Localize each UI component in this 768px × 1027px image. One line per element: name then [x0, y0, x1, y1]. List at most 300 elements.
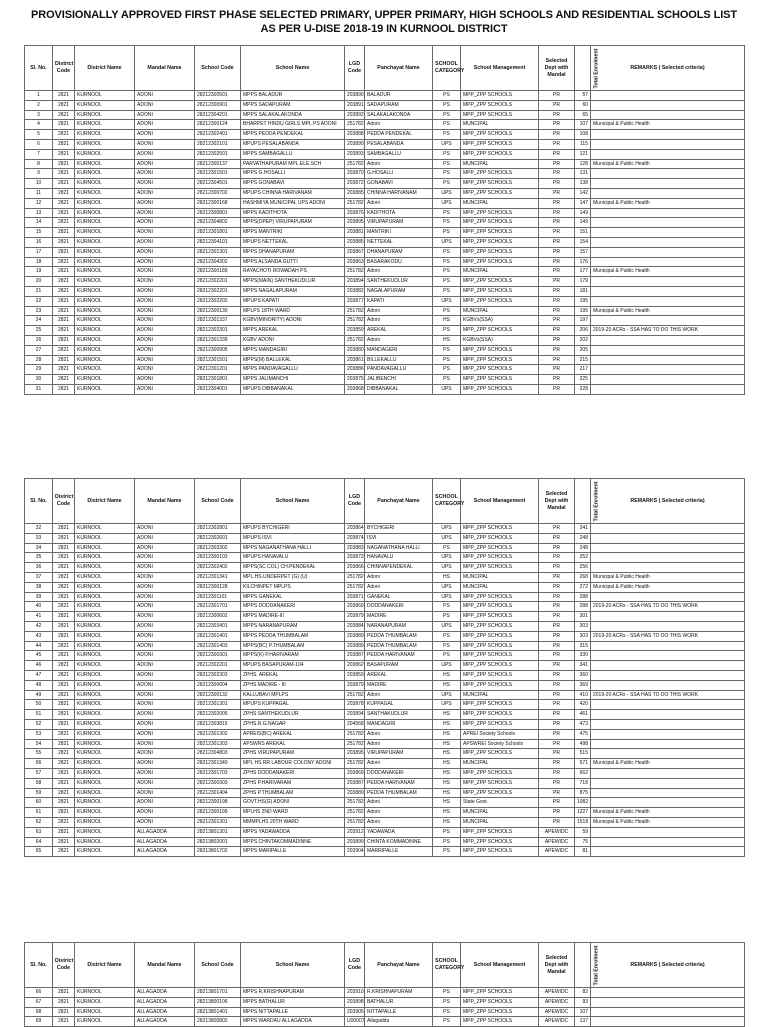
cell-total-enrolment: 288	[575, 592, 591, 602]
cell-district-name: KURNOOL	[75, 988, 135, 998]
cell-remarks	[591, 739, 745, 749]
cell-panchayat-name: CHINNAPENDEKAL	[365, 563, 433, 573]
school-list-table-2	[24, 478, 744, 857]
cell-mandal-name: ADONI	[135, 296, 195, 306]
cell-panchayat-name: DODDANAKERI	[365, 768, 433, 778]
cell-remarks	[591, 827, 745, 837]
cell-lgd-code: 203877	[345, 296, 365, 306]
cell-district-code: 2821	[53, 553, 75, 563]
cell-school-code: 28212301403	[195, 641, 241, 651]
cell-school-category: PS	[433, 247, 461, 257]
cell-school-name: MPPS AREKAL	[241, 326, 345, 336]
cell-panchayat-name: PEDDA THUMBALAM	[365, 641, 433, 651]
cell-sl-no: 6	[25, 139, 53, 149]
cell-district-code: 2821	[53, 91, 75, 101]
cell-district-code: 2821	[53, 759, 75, 769]
cell-district-name: KURNOOL	[75, 997, 135, 1007]
cell-remarks	[591, 768, 745, 778]
cell-selected-dept: PR	[539, 563, 575, 573]
cell-total-enrolment: 288	[575, 602, 591, 612]
cell-sl-no: 42	[25, 621, 53, 631]
cell-school-management: APSWREI Society Schools	[461, 739, 539, 749]
cell-school-code: 28212300130	[195, 306, 241, 316]
cell-selected-dept: PR	[539, 139, 575, 149]
cell-school-code: 28212301301	[195, 700, 241, 710]
table-row	[25, 335, 745, 345]
cell-district-code: 2821	[53, 631, 75, 641]
cell-total-enrolment: 217	[575, 365, 591, 375]
cell-district-name: KURNOOL	[75, 543, 135, 553]
cell-mandal-name: ADONI	[135, 592, 195, 602]
cell-school-management: KGBVs(SSA)	[461, 335, 539, 345]
cell-lgd-code: 203862	[345, 661, 365, 671]
cell-school-category: PS	[433, 130, 461, 140]
cell-school-code: 28213801701	[195, 988, 241, 998]
cell-selected-dept: PR	[539, 808, 575, 818]
cell-school-management: MUNCIPAL	[461, 267, 539, 277]
cell-mandal-name: ADONI	[135, 612, 195, 622]
cell-school-management: MPP_ZPP SCHOOLS	[461, 710, 539, 720]
table-row	[25, 139, 745, 149]
cell-panchayat-name: PEDDA PENDEKAL	[365, 130, 433, 140]
cell-school-code: 28212301701	[195, 602, 241, 612]
cell-mandal-name: ADONI	[135, 788, 195, 798]
cell-panchayat-name: MANTRIKI	[365, 228, 433, 238]
cell-school-code: 28212302301	[195, 326, 241, 336]
table-row	[25, 997, 745, 1007]
cell-school-management: MPP_ZPP SCHOOLS	[461, 257, 539, 267]
cell-remarks: Municipal & Public Health	[591, 572, 745, 582]
cell-selected-dept: PR	[539, 365, 575, 375]
cell-panchayat-name: R.KRISHNAPURAM	[365, 988, 433, 998]
cell-selected-dept: PR	[539, 710, 575, 720]
cell-lgd-code: 203869	[345, 602, 365, 612]
cell-lgd-code: 203869	[345, 768, 365, 778]
cell-school-name: KGBV(MINORITY) ADONI	[241, 316, 345, 326]
cell-school-name: MPPS(DPEP) VIRUPAPURAM	[241, 218, 345, 228]
cell-total-enrolment: 206	[575, 326, 591, 336]
cell-sl-no: 54	[25, 739, 53, 749]
cell-sl-no: 48	[25, 680, 53, 690]
cell-sl-no: 55	[25, 749, 53, 759]
cell-school-management: MPP_ZPP SCHOOLS	[461, 208, 539, 218]
cell-selected-dept: PR	[539, 296, 575, 306]
cell-school-category: HS	[433, 768, 461, 778]
cell-mandal-name: ADONI	[135, 179, 195, 189]
cell-remarks	[591, 670, 745, 680]
table-row	[25, 277, 745, 287]
cell-district-code: 2821	[53, 827, 75, 837]
cell-lgd-code: 203864	[345, 524, 365, 534]
column-header-school-name: School Name	[241, 479, 345, 524]
cell-selected-dept: PR	[539, 247, 575, 257]
cell-school-management: MUNCIPAL	[461, 817, 539, 827]
cell-school-name: ZPHS P.THUMBALAM	[241, 788, 345, 798]
cell-selected-dept: APEWIDC	[539, 988, 575, 998]
cell-school-category: UPS	[433, 690, 461, 700]
cell-school-category: PS	[433, 257, 461, 267]
cell-remarks	[591, 91, 745, 101]
column-header-school-code: School Code	[195, 46, 241, 91]
cell-lgd-code: 203895	[345, 218, 365, 228]
cell-district-code: 2821	[53, 988, 75, 998]
cell-district-name: KURNOOL	[75, 316, 135, 326]
cell-lgd-code: 203887	[345, 778, 365, 788]
cell-school-category: UPS	[433, 384, 461, 394]
cell-school-code: 28212301301	[195, 817, 241, 827]
table-row	[25, 326, 745, 336]
cell-school-code: 28212300103	[195, 553, 241, 563]
cell-selected-dept: PR	[539, 700, 575, 710]
cell-lgd-code: 203866	[345, 563, 365, 573]
cell-school-code: 28212302201	[195, 661, 241, 671]
cell-district-code: 2821	[53, 345, 75, 355]
cell-panchayat-name: Adoni	[365, 159, 433, 169]
cell-school-category: PS	[433, 651, 461, 661]
cell-school-category: HS	[433, 798, 461, 808]
cell-school-name: MPPS DHANAPURAM	[241, 247, 345, 257]
cell-panchayat-name: Adoni	[365, 316, 433, 326]
cell-school-code: 28212302601	[195, 533, 241, 543]
cell-remarks: 2019-20 ACRs - SSA HAS TO DO THIS WORK	[591, 326, 745, 336]
cell-school-category: HS	[433, 739, 461, 749]
cell-selected-dept: PR	[539, 690, 575, 700]
cell-panchayat-name: G.HOSALLI	[365, 169, 433, 179]
column-header-school-name: School Name	[241, 46, 345, 91]
cell-school-management: MPP_ZPP SCHOOLS	[461, 179, 539, 189]
cell-selected-dept: APEWIDC	[539, 1017, 575, 1027]
cell-panchayat-name: PEDDA HARIVANAM	[365, 651, 433, 661]
cell-school-name: MPUPS HANAVALU	[241, 553, 345, 563]
cell-school-name: MPPS KADITHOTA	[241, 208, 345, 218]
cell-panchayat-name: DHANAPURAM	[365, 247, 433, 257]
cell-lgd-code: 204568	[345, 719, 365, 729]
cell-district-code: 2821	[53, 139, 75, 149]
cell-total-enrolment: 225	[575, 375, 591, 385]
column-header-district-code: District Code	[53, 479, 75, 524]
cell-remarks	[591, 335, 745, 345]
cell-sl-no: 47	[25, 670, 53, 680]
column-header-district-code: District Code	[53, 46, 75, 91]
cell-panchayat-name: HANAVALU	[365, 553, 433, 563]
cell-panchayat-name: MANDAGERI	[365, 345, 433, 355]
cell-panchayat-name: Adoni	[365, 808, 433, 818]
cell-selected-dept: PR	[539, 661, 575, 671]
cell-mandal-name: ADONI	[135, 759, 195, 769]
cell-total-enrolment: 154	[575, 237, 591, 247]
cell-school-category: PS	[433, 149, 461, 159]
cell-remarks	[591, 139, 745, 149]
cell-district-code: 2821	[53, 247, 75, 257]
cell-panchayat-name: KADITHOTA	[365, 208, 433, 218]
cell-sl-no: 63	[25, 827, 53, 837]
cell-lgd-code: 203885	[345, 237, 365, 247]
cell-remarks	[591, 847, 745, 857]
table-row	[25, 710, 745, 720]
cell-school-name: MPPS YADAWADDA	[241, 827, 345, 837]
cell-school-category: UPS	[433, 582, 461, 592]
cell-mandal-name: ALLAGADDA	[135, 1017, 195, 1027]
column-header-lgd-code: LGD Code	[345, 943, 365, 988]
cell-selected-dept: PR	[539, 817, 575, 827]
cell-school-name: MPL.HS.UNDERPET (G) (U)	[241, 572, 345, 582]
cell-panchayat-name: NITTAPALLE	[365, 1007, 433, 1017]
cell-school-management: MPP_ZPP SCHOOLS	[461, 621, 539, 631]
cell-district-name: KURNOOL	[75, 384, 135, 394]
cell-district-code: 2821	[53, 1007, 75, 1017]
cell-remarks	[591, 316, 745, 326]
cell-sl-no: 25	[25, 326, 53, 336]
column-header-remarks: REMARKS ( Selected criteria)	[591, 943, 745, 988]
cell-sl-no: 4	[25, 120, 53, 130]
cell-district-name: KURNOOL	[75, 651, 135, 661]
cell-lgd-code: 203898	[345, 997, 365, 1007]
cell-school-management: MPP_ZPP SCHOOLS	[461, 661, 539, 671]
cell-lgd-code: 203888	[345, 130, 365, 140]
cell-school-name: ZPHS DODDANAKERI	[241, 768, 345, 778]
cell-district-name: KURNOOL	[75, 188, 135, 198]
cell-school-management: MUNCIPAL	[461, 198, 539, 208]
cell-school-name: MPPS(BC) P.THUMBALAM	[241, 641, 345, 651]
cell-selected-dept: PR	[539, 553, 575, 563]
cell-mandal-name: ADONI	[135, 572, 195, 582]
cell-school-code: 28212302401	[195, 130, 241, 140]
cell-selected-dept: APEWIDC	[539, 837, 575, 847]
cell-selected-dept: PR	[539, 149, 575, 159]
table-row	[25, 316, 745, 326]
cell-school-management: MPP_ZPP SCHOOLS	[461, 641, 539, 651]
cell-district-name: KURNOOL	[75, 355, 135, 365]
table-row	[25, 524, 745, 534]
cell-school-name: ZPHS.R.G.NAGAR	[241, 719, 345, 729]
table-row	[25, 749, 745, 759]
table-row	[25, 680, 745, 690]
cell-lgd-code: 251782	[345, 808, 365, 818]
cell-mandal-name: ADONI	[135, 553, 195, 563]
cell-district-name: KURNOOL	[75, 335, 135, 345]
cell-school-code: 28212304302	[195, 257, 241, 267]
cell-lgd-code: 203876	[345, 208, 365, 218]
cell-school-code: 28212300905	[195, 345, 241, 355]
cell-remarks: Municipal & Public Health	[591, 759, 745, 769]
cell-sl-no: 17	[25, 247, 53, 257]
column-header-school-management: School Management	[461, 943, 539, 988]
cell-selected-dept: PR	[539, 257, 575, 267]
column-header-panchayat-name: Panchayat Name	[365, 46, 433, 91]
table-row	[25, 690, 745, 700]
cell-district-name: KURNOOL	[75, 139, 135, 149]
cell-school-code: 28212301801	[195, 375, 241, 385]
table-row	[25, 247, 745, 257]
cell-district-code: 2821	[53, 572, 75, 582]
cell-mandal-name: ALLAGADDA	[135, 988, 195, 998]
cell-district-code: 2821	[53, 582, 75, 592]
table-row	[25, 169, 745, 179]
cell-total-enrolment: 179	[575, 277, 591, 287]
cell-selected-dept: PR	[539, 631, 575, 641]
cell-remarks	[591, 384, 745, 394]
school-table	[24, 478, 745, 857]
cell-mandal-name: ADONI	[135, 661, 195, 671]
cell-total-enrolment: 473	[575, 719, 591, 729]
cell-school-code: 28212301337	[195, 316, 241, 326]
cell-district-name: KURNOOL	[75, 296, 135, 306]
cell-school-code: 28212301703	[195, 768, 241, 778]
cell-selected-dept: APEWIDC	[539, 997, 575, 1007]
cell-school-code: 28212300602	[195, 612, 241, 622]
cell-sl-no: 60	[25, 798, 53, 808]
cell-panchayat-name: Adoni	[365, 798, 433, 808]
cell-school-management: State Govt.	[461, 798, 539, 808]
cell-lgd-code: 203895	[345, 749, 365, 759]
cell-total-enrolment: 177	[575, 267, 591, 277]
cell-school-code: 28212300199	[195, 808, 241, 818]
cell-sl-no: 30	[25, 375, 53, 385]
cell-total-enrolment: 303	[575, 631, 591, 641]
cell-mandal-name: ADONI	[135, 749, 195, 759]
cell-panchayat-name: CHINTA KOMMADINNE	[365, 837, 433, 847]
cell-sl-no: 40	[25, 602, 53, 612]
cell-school-category: PS	[433, 355, 461, 365]
cell-panchayat-name: PEDDA THUMBALAM	[365, 788, 433, 798]
table-row	[25, 237, 745, 247]
cell-school-category: HS	[433, 808, 461, 818]
cell-selected-dept: PR	[539, 572, 575, 582]
cell-total-enrolment: 268	[575, 572, 591, 582]
cell-school-name: ZPHS VIRUPAPURAM	[241, 749, 345, 759]
cell-selected-dept: PR	[539, 91, 575, 101]
cell-school-category: PS	[433, 169, 461, 179]
column-header-school-management: School Management	[461, 479, 539, 524]
cell-district-name: KURNOOL	[75, 1007, 135, 1017]
cell-total-enrolment: 149	[575, 218, 591, 228]
cell-total-enrolment: 252	[575, 553, 591, 563]
cell-remarks	[591, 277, 745, 287]
cell-selected-dept: PR	[539, 759, 575, 769]
cell-district-name: KURNOOL	[75, 592, 135, 602]
cell-selected-dept: PR	[539, 621, 575, 631]
cell-district-name: KURNOOL	[75, 563, 135, 573]
cell-panchayat-name: Adoni	[365, 729, 433, 739]
cell-school-category: PS	[433, 159, 461, 169]
cell-school-code: 28212304201	[195, 110, 241, 120]
cell-school-management: MPP_ZPP SCHOOLS	[461, 91, 539, 101]
cell-school-management: MPP_ZPP SCHOOLS	[461, 631, 539, 641]
cell-sl-no: 10	[25, 179, 53, 189]
cell-remarks	[591, 788, 745, 798]
cell-total-enrolment: 82	[575, 988, 591, 998]
cell-district-code: 2821	[53, 621, 75, 631]
cell-mandal-name: ADONI	[135, 602, 195, 612]
cell-panchayat-name: MARRIPALLE	[365, 847, 433, 857]
cell-total-enrolment: 571	[575, 759, 591, 769]
cell-mandal-name: ADONI	[135, 345, 195, 355]
cell-lgd-code: 203881	[345, 228, 365, 238]
cell-school-management: MPP_ZPP SCHOOLS	[461, 326, 539, 336]
cell-total-enrolment: 315	[575, 641, 591, 651]
cell-district-code: 2821	[53, 335, 75, 345]
cell-school-category: PS	[433, 612, 461, 622]
cell-panchayat-name: Adoni	[365, 198, 433, 208]
cell-district-name: KURNOOL	[75, 208, 135, 218]
cell-panchayat-name: BASARAKODU	[365, 257, 433, 267]
cell-remarks	[591, 621, 745, 631]
cell-district-code: 2821	[53, 997, 75, 1007]
cell-school-management: MPP_ZPP SCHOOLS	[461, 149, 539, 159]
cell-district-name: KURNOOL	[75, 602, 135, 612]
cell-district-code: 2821	[53, 296, 75, 306]
cell-district-name: KURNOOL	[75, 218, 135, 228]
cell-school-category: PS	[433, 91, 461, 101]
cell-school-category: HS	[433, 710, 461, 720]
cell-school-category: PS	[433, 228, 461, 238]
cell-selected-dept: PR	[539, 159, 575, 169]
cell-lgd-code: 251782	[345, 316, 365, 326]
cell-school-management: MPP_ZPP SCHOOLS	[461, 345, 539, 355]
table-row	[25, 621, 745, 631]
cell-school-management: MPP_ZPP SCHOOLS	[461, 563, 539, 573]
column-header-school-code: School Code	[195, 943, 241, 988]
cell-district-name: KURNOOL	[75, 798, 135, 808]
cell-remarks	[591, 296, 745, 306]
cell-mandal-name: ADONI	[135, 621, 195, 631]
cell-panchayat-name: NAGANATHANA HALLI	[365, 543, 433, 553]
cell-total-enrolment: 75	[575, 837, 591, 847]
cell-sl-no: 12	[25, 198, 53, 208]
cell-lgd-code: 251782	[345, 739, 365, 749]
table-row	[25, 788, 745, 798]
cell-school-management: MPP_ZPP SCHOOLS	[461, 296, 539, 306]
cell-selected-dept: PR	[539, 120, 575, 130]
cell-district-name: KURNOOL	[75, 345, 135, 355]
cell-school-name: MPPS PANDAVAGALLU	[241, 365, 345, 375]
cell-mandal-name: ADONI	[135, 247, 195, 257]
cell-panchayat-name: PANDAVAGALLU	[365, 365, 433, 375]
cell-panchayat-name: GONABAVI	[365, 179, 433, 189]
cell-district-name: KURNOOL	[75, 257, 135, 267]
cell-school-code: 28212301401	[195, 631, 241, 641]
cell-panchayat-name: VIRUPAPURAM	[365, 749, 433, 759]
cell-district-name: KURNOOL	[75, 690, 135, 700]
cell-district-name: KURNOOL	[75, 827, 135, 837]
cell-total-enrolment: 248	[575, 543, 591, 553]
cell-district-code: 2821	[53, 710, 75, 720]
cell-selected-dept: PR	[539, 218, 575, 228]
cell-lgd-code: 203893	[345, 149, 365, 159]
cell-total-enrolment: 121	[575, 149, 591, 159]
cell-lgd-code: 203892	[345, 110, 365, 120]
cell-selected-dept: PR	[539, 208, 575, 218]
cell-remarks	[591, 641, 745, 651]
table-row	[25, 306, 745, 316]
cell-school-code: 28212300168	[195, 198, 241, 208]
cell-total-enrolment: 147	[575, 198, 591, 208]
cell-district-name: KURNOOL	[75, 247, 135, 257]
cell-selected-dept: PR	[539, 198, 575, 208]
page-title: PROVISIONALLY APPROVED FIRST PHASE SELECTED PRIMARY, UPPER PRIMARY, HIGH SCHOOLS AND RESIDENTIAL SCHOOLS LIST AS PER U-DISE 2018-19 IN KURNOOL DISTRICT	[30, 9, 738, 35]
cell-lgd-code: 203884	[345, 621, 365, 631]
cell-selected-dept: PR	[539, 670, 575, 680]
cell-school-management: MPP_ZPP SCHOOLS	[461, 365, 539, 375]
cell-district-code: 2821	[53, 680, 75, 690]
cell-total-enrolment: 195	[575, 306, 591, 316]
cell-lgd-code: 251782	[345, 120, 365, 130]
cell-district-name: KURNOOL	[75, 768, 135, 778]
cell-district-name: KURNOOL	[75, 729, 135, 739]
column-header-school-category: SCHOOL CATEGORY	[433, 943, 461, 988]
cell-lgd-code: 203889	[345, 788, 365, 798]
cell-district-name: KURNOOL	[75, 788, 135, 798]
